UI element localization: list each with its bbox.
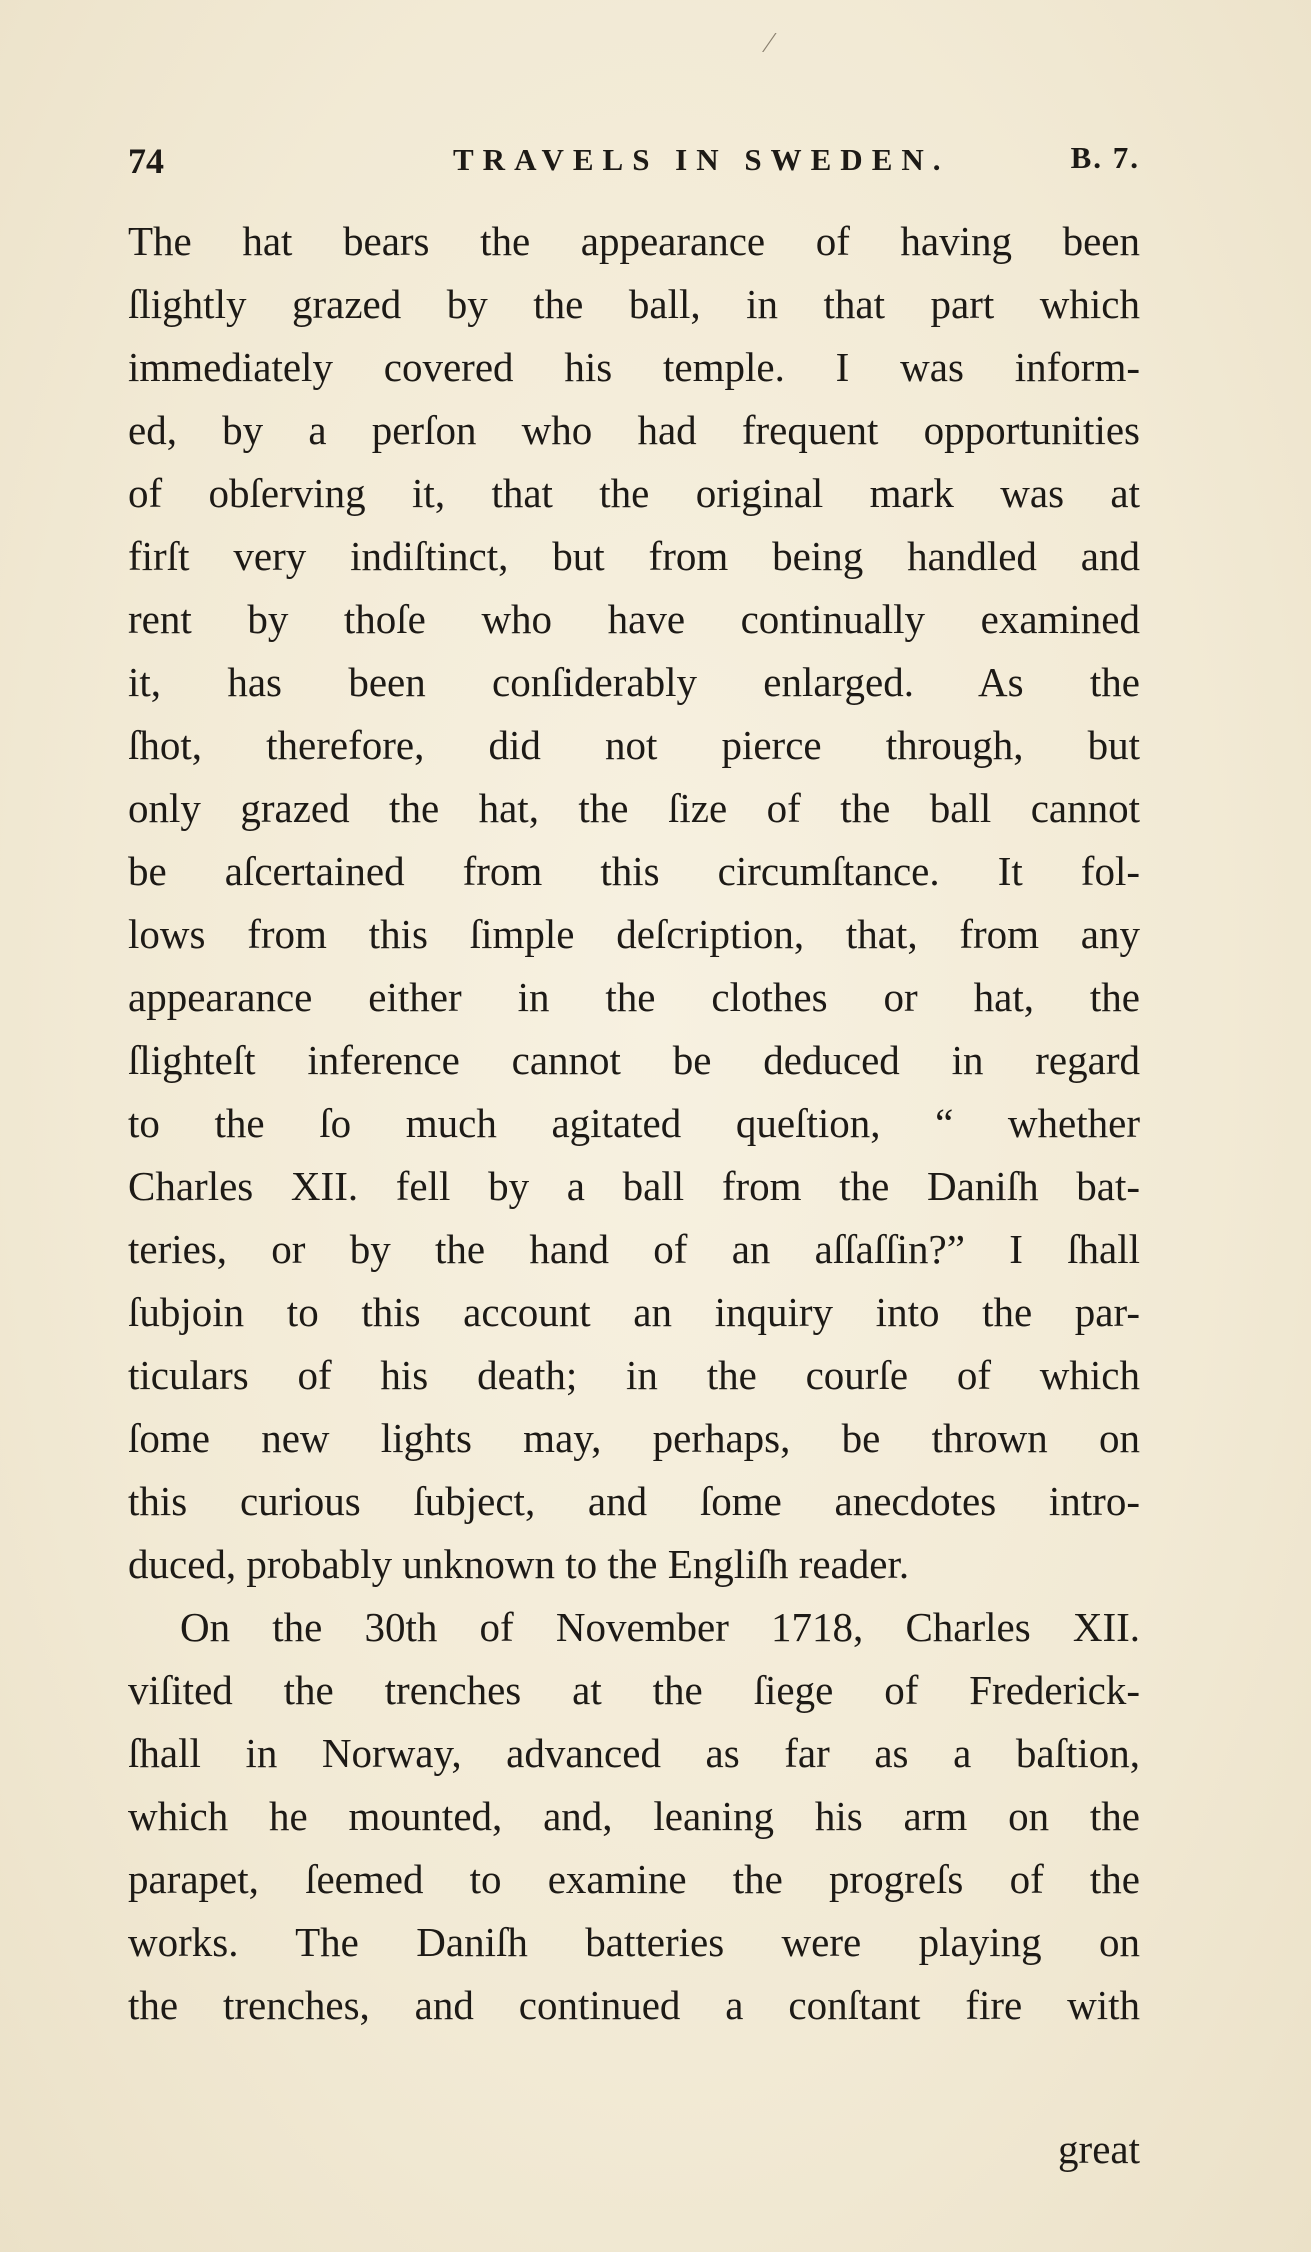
paragraph-start-line: On the 30th of November 1718, Charles XII. <box>180 1604 1140 1650</box>
text-line: works. The Daniſh batteries were playing on <box>128 1919 1140 1965</box>
text-line: firſt very indiſtinct, but from being handled and <box>128 533 1140 579</box>
text-line: ſubjoin to this account an inquiry into the par- <box>128 1289 1140 1335</box>
text-line: of obſerving it, that the original mark was at <box>128 470 1140 516</box>
printer-mark-icon: ⁄ <box>767 28 772 59</box>
text-line: lows from this ſimple deſcription, that, from any <box>128 911 1140 957</box>
text-line: this curious ſubject, and ſome anecdotes intro- <box>128 1478 1140 1524</box>
text-line: ſlighteſt inference cannot be deduced in regard <box>128 1037 1140 1083</box>
text-line: Charles XII. fell by a ball from the Daniſh bat- <box>128 1163 1140 1209</box>
text-line: immediately covered his temple. I was inform- <box>128 344 1140 390</box>
text-line: ticulars of his death; in the courſe of which <box>128 1352 1140 1398</box>
running-title: TRAVELS IN SWEDEN. <box>453 142 950 177</box>
text-line: only grazed the hat, the ſize of the ball cannot <box>128 785 1140 831</box>
running-header <box>128 140 1140 192</box>
text-line: rent by thoſe who have continually examined <box>128 596 1140 642</box>
text-line: viſited the trenches at the ſiege of Frederick- <box>128 1667 1140 1713</box>
text-line: The hat bears the appearance of having been <box>128 218 1140 264</box>
text-line: which he mounted, and, leaning his arm on the <box>128 1793 1140 1839</box>
text-line: parapet, ſeemed to examine the progreſs of the <box>128 1856 1140 1902</box>
text-line: appearance either in the clothes or hat, the <box>128 974 1140 1020</box>
paragraph-end-line: duced, probably unknown to the Engliſh reader. <box>128 1541 910 1587</box>
page-number: 74 <box>128 141 164 181</box>
text-line: ſhot, therefore, did not pierce through, but <box>128 722 1140 768</box>
text-line: the trenches, and continued a conſtant fire with <box>128 1982 1140 2028</box>
body-text <box>128 210 1140 2037</box>
text-line: it, has been conſiderably enlarged. As the <box>128 659 1140 705</box>
text-line: ſome new lights may, perhaps, be thrown on <box>128 1415 1140 1461</box>
text-line: teries, or by the hand of an aſſaſſin?” I ſhall <box>128 1226 1140 1272</box>
catchword: great <box>1058 2126 1140 2172</box>
text-line: be aſcertained from this circumſtance. It fol- <box>128 848 1140 894</box>
section-marker: B. 7. <box>1070 140 1140 175</box>
text-line: ed, by a perſon who had frequent opportunities <box>128 407 1140 453</box>
text-line: ſhall in Norway, advanced as far as a baſtion, <box>128 1730 1140 1776</box>
text-line: to the ſo much agitated queſtion, “ whether <box>128 1100 1140 1146</box>
text-line: ſlightly grazed by the ball, in that part which <box>128 281 1140 327</box>
